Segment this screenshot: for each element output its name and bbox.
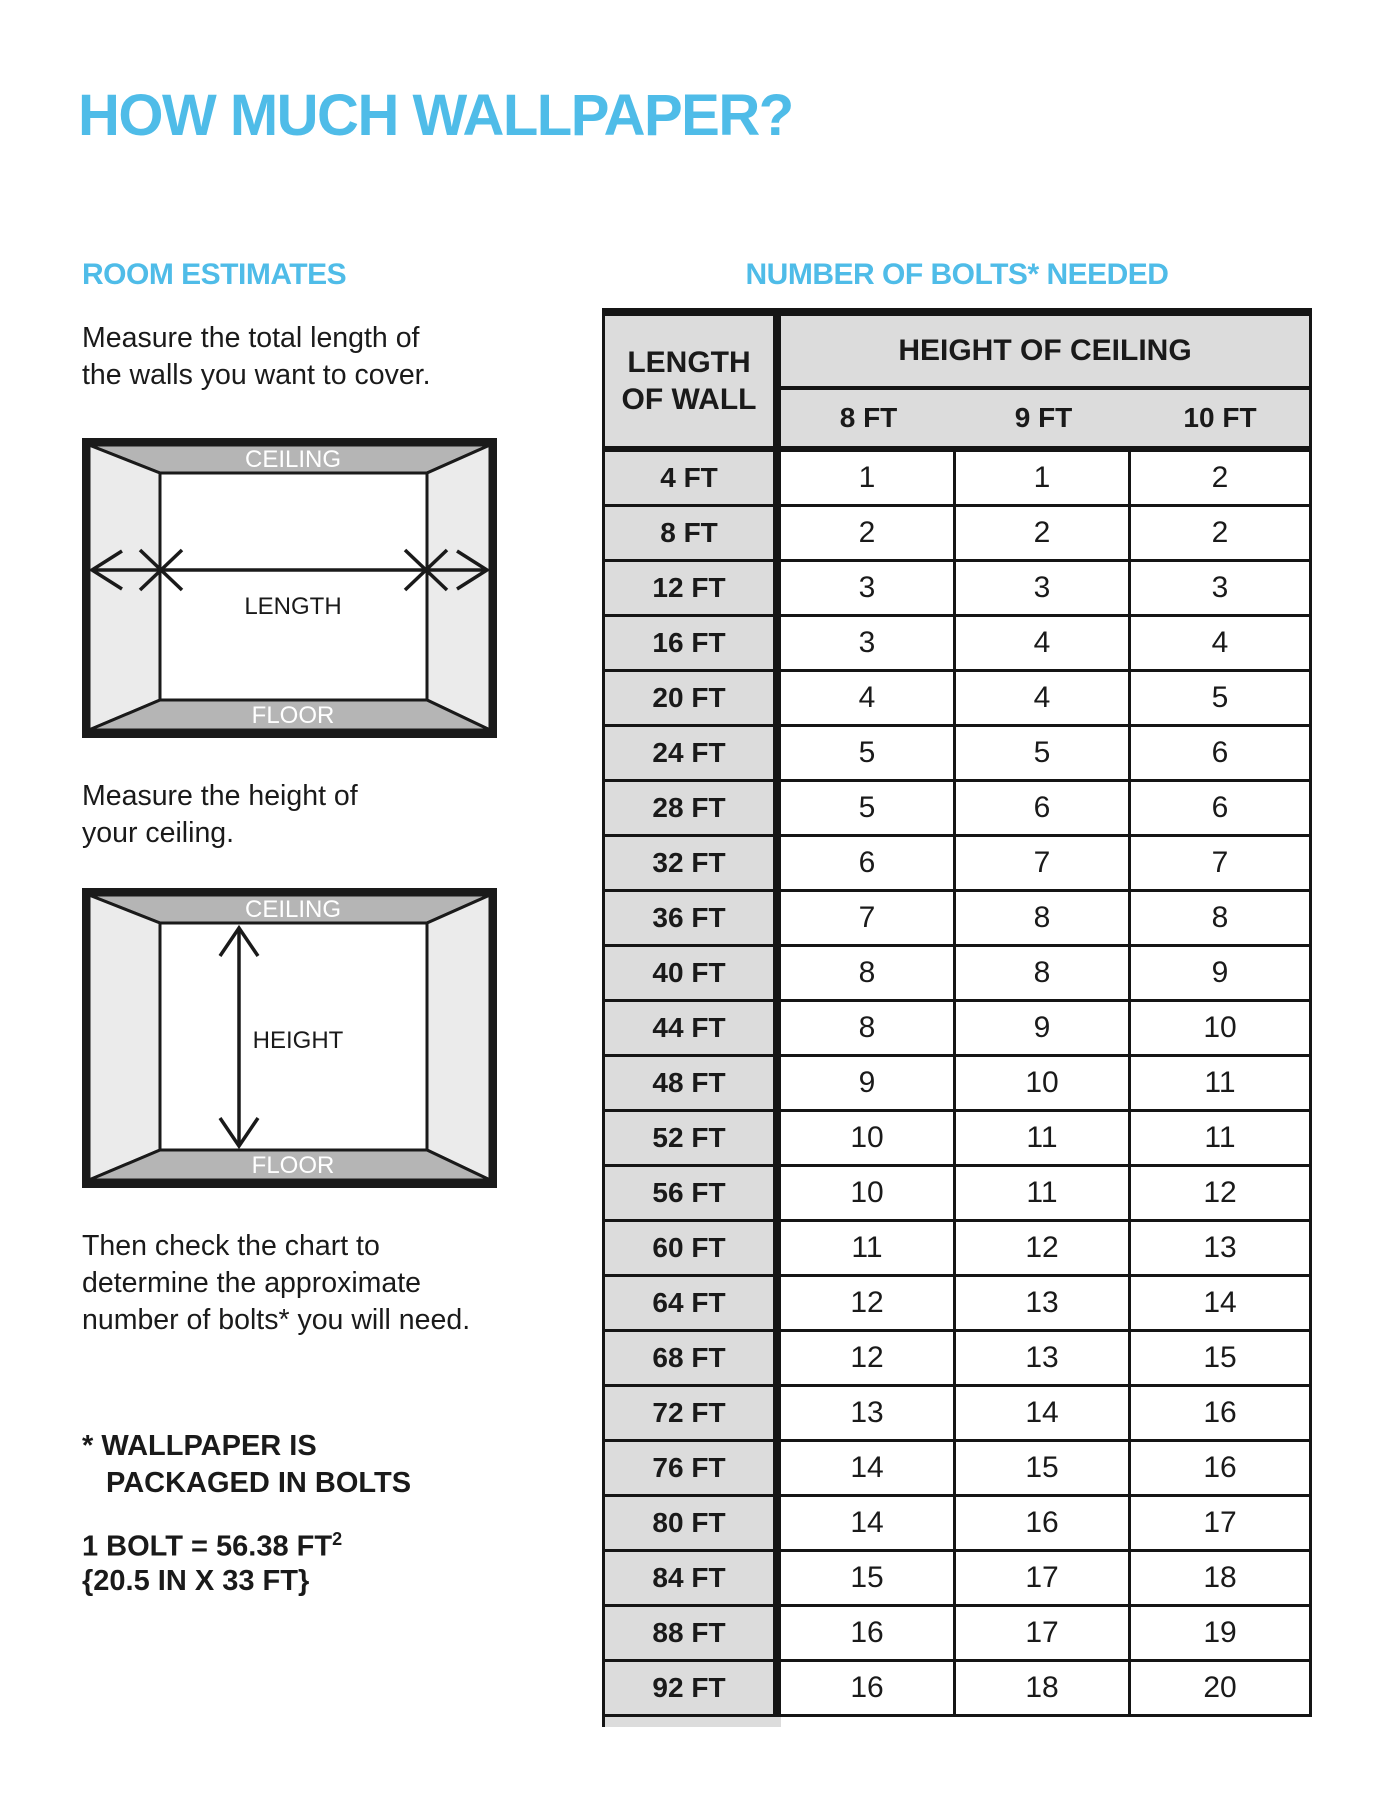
bolts-value-9ft: 10 — [956, 1057, 1131, 1112]
bolts-value-9ft: 13 — [956, 1332, 1131, 1387]
table-row — [602, 1607, 1312, 1662]
bolts-value-9ft: 15 — [956, 1442, 1131, 1497]
row-length-label: 92 FT — [602, 1662, 781, 1717]
bolts-value-9ft: 17 — [956, 1607, 1131, 1662]
bolts-value-10ft: 5 — [1131, 672, 1312, 727]
squared-superscript: 2 — [332, 1529, 343, 1549]
row-length-label: 16 FT — [602, 617, 781, 672]
table-row — [602, 617, 1312, 672]
bolts-value-10ft: 11 — [1131, 1057, 1312, 1112]
table-row — [602, 1552, 1312, 1607]
bolts-value-9ft: 1 — [956, 452, 1131, 507]
bolts-value-10ft: 10 — [1131, 1002, 1312, 1057]
bolts-value-8ft: 16 — [781, 1607, 956, 1662]
paragraph-line: determine the approximate — [82, 1267, 422, 1299]
row-length-label: 8 FT — [602, 507, 781, 562]
bolts-value-8ft: 12 — [781, 1332, 956, 1387]
table-top-border — [602, 308, 1312, 316]
bolts-value-9ft: 18 — [956, 1662, 1131, 1717]
table-row — [602, 727, 1312, 782]
page-title: HOW MUCH WALLPAPER? — [78, 83, 793, 148]
height-dimension-label: HEIGHT — [252, 1027, 344, 1054]
bolts-value-9ft: 4 — [956, 672, 1131, 727]
bolts-value-9ft: 5 — [956, 727, 1131, 782]
table-row — [602, 672, 1312, 727]
floor-label: FLOOR — [251, 1152, 335, 1179]
table-row — [602, 1222, 1312, 1277]
row-length-label: 56 FT — [602, 1167, 781, 1222]
left-wall — [89, 895, 160, 1180]
bolts-value-9ft: 7 — [956, 837, 1131, 892]
bolts-value-10ft: 6 — [1131, 727, 1312, 782]
height-of-ceiling-header-group — [781, 316, 1312, 446]
bolts-value-8ft: 3 — [781, 617, 956, 672]
table-row — [602, 1057, 1312, 1112]
bolts-value-9ft: 3 — [956, 562, 1131, 617]
bolts-value-8ft: 8 — [781, 1002, 956, 1057]
bolts-value-8ft: 10 — [781, 1112, 956, 1167]
left-wall — [89, 445, 160, 730]
row-length-label: 20 FT — [602, 672, 781, 727]
bolts-value-9ft: 8 — [956, 892, 1131, 947]
table-row — [602, 1442, 1312, 1497]
bolts-value-10ft: 3 — [1131, 562, 1312, 617]
row-length-label: 28 FT — [602, 782, 781, 837]
bolts-value-8ft: 3 — [781, 562, 956, 617]
header-line: OF WALL — [621, 383, 757, 416]
bolts-value-8ft: 7 — [781, 892, 956, 947]
bolts-value-10ft: 9 — [1131, 947, 1312, 1002]
bolts-value-8ft: 11 — [781, 1222, 956, 1277]
ceiling-height-subheader-row — [781, 390, 1309, 446]
bolts-value-10ft: 4 — [1131, 617, 1312, 672]
bolts-value-8ft: 8 — [781, 947, 956, 1002]
row-length-label: 64 FT — [602, 1277, 781, 1332]
bolts-footnote — [82, 1428, 411, 1502]
length-room-diagram — [82, 438, 497, 738]
table-row — [602, 782, 1312, 837]
bolts-value-8ft: 6 — [781, 837, 956, 892]
bolts-value-8ft: 2 — [781, 507, 956, 562]
bolts-value-8ft: 4 — [781, 672, 956, 727]
bolts-value-9ft: 17 — [956, 1552, 1131, 1607]
table-row — [602, 837, 1312, 892]
bolts-value-10ft: 13 — [1131, 1222, 1312, 1277]
row-length-label: 36 FT — [602, 892, 781, 947]
bolts-value-10ft: 15 — [1131, 1332, 1312, 1387]
bolts-value-8ft: 1 — [781, 452, 956, 507]
paragraph-line: the walls you want to cover. — [82, 359, 431, 391]
bolts-value-8ft: 13 — [781, 1387, 956, 1442]
bolts-value-10ft: 18 — [1131, 1552, 1312, 1607]
ceiling-label: CEILING — [244, 446, 342, 473]
row-length-label: 12 FT — [602, 562, 781, 617]
bolts-value-8ft: 16 — [781, 1662, 956, 1717]
paragraph-line: number of bolts* you will need. — [82, 1304, 471, 1336]
row-length-label: 88 FT — [602, 1607, 781, 1662]
bolts-value-9ft: 2 — [956, 507, 1131, 562]
table-row — [602, 1002, 1312, 1057]
bolts-value-9ft: 8 — [956, 947, 1131, 1002]
bolts-value-10ft: 16 — [1131, 1387, 1312, 1442]
right-wall — [427, 895, 490, 1180]
table-row — [602, 1497, 1312, 1552]
table-row — [602, 1662, 1312, 1717]
bolts-table-heading: NUMBER OF BOLTS* NEEDED — [745, 258, 1169, 291]
table-row — [602, 892, 1312, 947]
row-length-label: 44 FT — [602, 1002, 781, 1057]
bolts-value-10ft: 6 — [1131, 782, 1312, 837]
bolts-value-8ft: 5 — [781, 782, 956, 837]
check-chart-paragraph — [82, 1228, 470, 1339]
row-length-label: 32 FT — [602, 837, 781, 892]
bolt-dimensions: {20.5 IN X 33 FT} — [82, 1564, 310, 1597]
row-length-label: 80 FT — [602, 1497, 781, 1552]
bolts-value-10ft: 19 — [1131, 1607, 1312, 1662]
paragraph-line: Then check the chart to — [82, 1230, 380, 1262]
height-room-diagram — [82, 888, 497, 1188]
length-of-wall-header-cell — [602, 316, 781, 446]
measure-height-paragraph — [82, 778, 358, 852]
bolts-value-8ft: 10 — [781, 1167, 956, 1222]
table-row — [602, 1112, 1312, 1167]
paragraph-line: Measure the total length of — [82, 322, 420, 354]
column-header-8ft: 8 FT — [839, 402, 898, 433]
bolts-value-8ft: 15 — [781, 1552, 956, 1607]
bolts-value-10ft: 2 — [1131, 452, 1312, 507]
height-of-ceiling-header-cell: HEIGHT OF CEILING — [898, 334, 1192, 367]
row-length-label: 40 FT — [602, 947, 781, 1002]
table-row — [602, 562, 1312, 617]
bolts-value-10ft: 17 — [1131, 1497, 1312, 1552]
bolts-value-8ft: 14 — [781, 1497, 956, 1552]
bolts-value-10ft: 2 — [1131, 507, 1312, 562]
table-row — [602, 1387, 1312, 1442]
table-row — [602, 507, 1312, 562]
ceiling-label: CEILING — [244, 896, 342, 923]
table-row — [602, 1277, 1312, 1332]
row-length-label: 52 FT — [602, 1112, 781, 1167]
table-row — [602, 1167, 1312, 1222]
paragraph-line: Measure the height of — [82, 780, 358, 812]
bolts-value-8ft: 14 — [781, 1442, 956, 1497]
bolts-value-9ft: 14 — [956, 1387, 1131, 1442]
table-cutoff-row-sliver — [602, 1717, 781, 1727]
bolts-value-10ft: 11 — [1131, 1112, 1312, 1167]
paragraph-line: your ceiling. — [82, 817, 235, 849]
measure-length-paragraph — [82, 320, 431, 394]
bolts-value-10ft: 8 — [1131, 892, 1312, 947]
row-length-label: 76 FT — [602, 1442, 781, 1497]
bolts-value-10ft: 20 — [1131, 1662, 1312, 1717]
bolts-value-10ft: 7 — [1131, 837, 1312, 892]
floor-label: FLOOR — [251, 702, 335, 729]
footnote-line: PACKAGED IN BOLTS — [106, 1467, 412, 1499]
bolts-value-9ft: 11 — [956, 1167, 1131, 1222]
row-length-label: 72 FT — [602, 1387, 781, 1442]
bolts-table-body — [602, 452, 1312, 1717]
bolts-table — [602, 308, 1312, 1727]
table-row — [602, 452, 1312, 507]
bolts-value-8ft: 12 — [781, 1277, 956, 1332]
length-dimension-label: LENGTH — [244, 593, 342, 620]
bolts-value-9ft: 13 — [956, 1277, 1131, 1332]
row-length-label: 84 FT — [602, 1552, 781, 1607]
bolts-value-9ft: 12 — [956, 1222, 1131, 1277]
row-length-label: 48 FT — [602, 1057, 781, 1112]
bolts-value-10ft: 16 — [1131, 1442, 1312, 1497]
bolts-value-10ft: 12 — [1131, 1167, 1312, 1222]
bolts-value-9ft: 6 — [956, 782, 1131, 837]
bolts-value-9ft: 16 — [956, 1497, 1131, 1552]
bolts-value-9ft: 9 — [956, 1002, 1131, 1057]
bolt-size-note — [82, 1522, 342, 1598]
room-estimates-heading: ROOM ESTIMATES — [82, 258, 347, 291]
bolts-value-10ft: 14 — [1131, 1277, 1312, 1332]
bolts-value-8ft: 5 — [781, 727, 956, 782]
row-length-label: 60 FT — [602, 1222, 781, 1277]
footnote-line: * WALLPAPER IS — [82, 1430, 317, 1462]
table-row — [602, 947, 1312, 1002]
header-line: LENGTH — [627, 346, 751, 379]
column-header-9ft: 9 FT — [1014, 402, 1073, 433]
table-row — [602, 1332, 1312, 1387]
table-header — [602, 316, 1312, 446]
column-header-10ft: 10 FT — [1183, 402, 1257, 433]
bolts-value-9ft: 11 — [956, 1112, 1131, 1167]
row-length-label: 68 FT — [602, 1332, 781, 1387]
bolt-equation: 1 BOLT = 56.38 $FT^2$ — [82, 1529, 343, 1563]
row-length-label: 4 FT — [602, 452, 781, 507]
bolts-value-9ft: 4 — [956, 617, 1131, 672]
row-length-label: 24 FT — [602, 727, 781, 782]
bolts-value-8ft: 9 — [781, 1057, 956, 1112]
